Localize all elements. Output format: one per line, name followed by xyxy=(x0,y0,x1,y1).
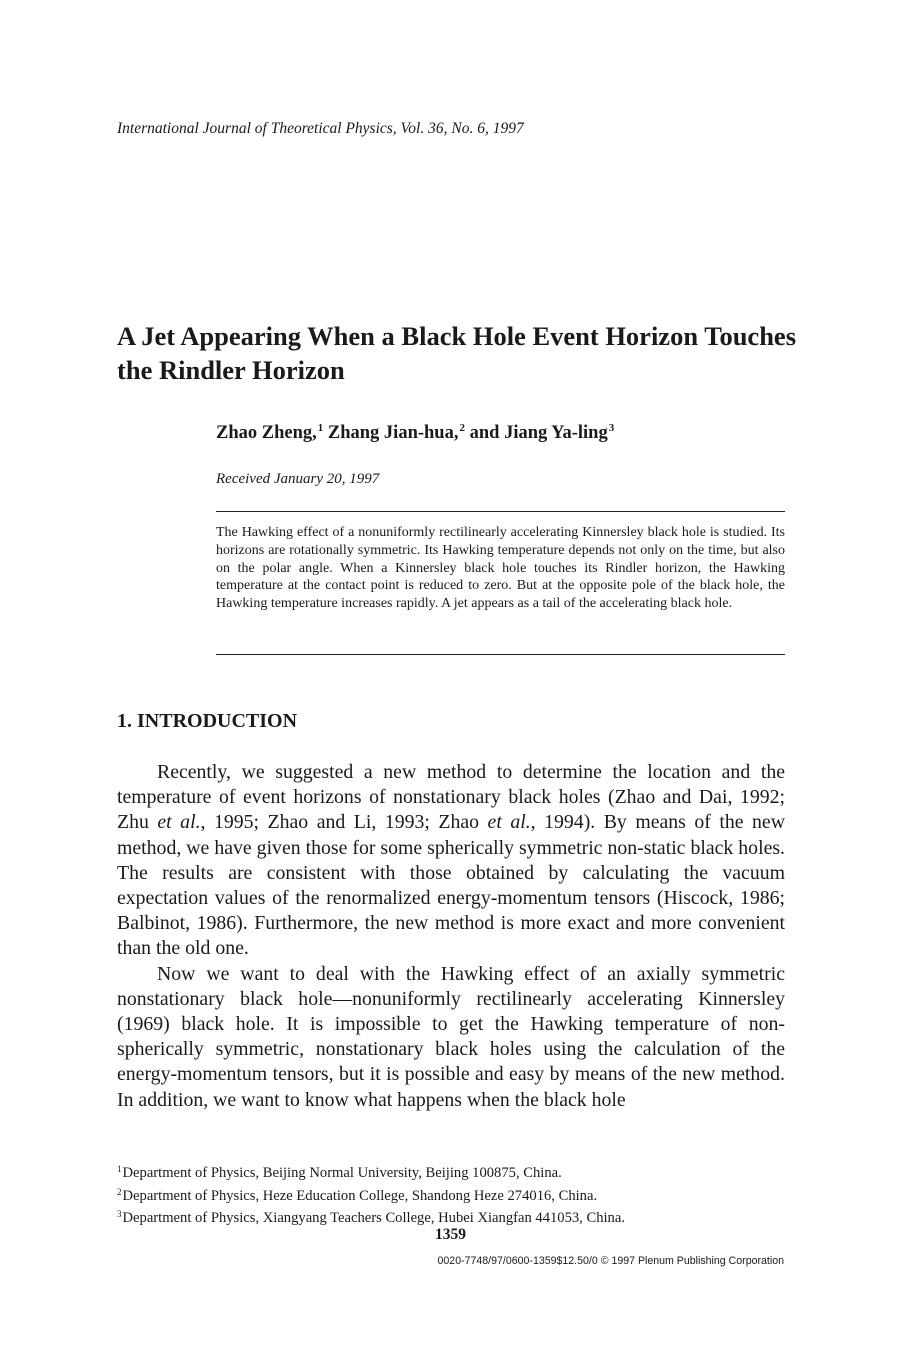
footnote-text: Department of Physics, Xiangyang Teachers College, Hubei Xiangfan 441053, China. xyxy=(122,1210,625,1227)
author-list xyxy=(216,422,614,444)
section-heading: 1. INTRODUCTION xyxy=(117,710,298,732)
body-text xyxy=(117,760,785,1113)
paragraph xyxy=(117,760,785,962)
article-title: A Jet Appearing When a Black Hole Event Horizon Touches the Rindler Horizon xyxy=(117,321,797,385)
author-name: Zhao Zheng, xyxy=(216,423,317,443)
author-conjunction: and xyxy=(469,423,500,443)
paragraph-text: Recently, we suggested a new method to determine the location and the temperature of event horizons of nonstationary black holes (Zhao and Dai, 1992; Zhu xyxy=(117,761,785,834)
received-date: Received January 20, 1997 xyxy=(216,471,380,487)
author-affiliation-mark: 1 xyxy=(317,422,324,434)
citation-etal: et al. xyxy=(157,811,201,834)
paragraph-text: , 1994). By means of the new method, we have given those for some spherically symmetric non-static black holes. The results are consistent with those obtained by calculating the vacuum expectation values of the renormalized energy-momentum tensors (Hiscock, 1986; Balbinot, 1986). Furthermore, the new method is more exact and more convenient than the old one. xyxy=(117,811,786,960)
author-name: Jiang Ya-ling xyxy=(504,423,608,443)
footnote-mark: 1 xyxy=(117,1164,122,1174)
footnote-text: Department of Physics, Heze Education College, Shandong Heze 274016, China. xyxy=(122,1187,598,1204)
footnote xyxy=(117,1183,785,1206)
footnote xyxy=(117,1205,785,1228)
citation-etal: et al. xyxy=(487,811,531,834)
author-name: Zhang Jian-hua, xyxy=(327,423,459,443)
author-affiliation-mark: 3 xyxy=(608,422,615,434)
copyright-line: 0020-7748/97/0600-1359$12.50/0 © 1997 Plenum Publishing Corporation xyxy=(437,1255,784,1267)
journal-header: International Journal of Theoretical Physics, Vol. 36, No. 6, 1997 xyxy=(117,120,524,137)
abstract-bottom-rule xyxy=(216,654,785,655)
paragraph-text: , 1995; Zhao and Li, 1993; Zhao xyxy=(200,811,488,834)
paragraph: Now we want to deal with the Hawking effect of an axially symmetric nonstationary black hole—nonuniformly rectilinearly accelerating Kinnersley (1969) black hole. It is impossible to get the Hawking temperature of non-spherically symmetric, nonstationary black holes using the calculation of the energy-momentum tensors, but it is possible and easy by means of the new method. In addition, we want to know what happens when the black hole xyxy=(117,962,785,1111)
page-number: 1359 xyxy=(435,1226,466,1243)
footnote-mark: 3 xyxy=(117,1209,122,1220)
author-affiliation-mark: 2 xyxy=(459,422,465,434)
abstract-top-rule xyxy=(216,511,785,512)
footnote-mark: 2 xyxy=(117,1186,122,1197)
footnote xyxy=(117,1160,785,1183)
footnote-text: Department of Physics, Beijing Normal University, Beijing 100875, China. xyxy=(122,1165,562,1181)
abstract: The Hawking effect of a nonuniformly rectilinearly accelerating Kinnersley black hole is studied. Its horizons are rotationally symmetric. Its Hawking temperature depends not only on the time, but also on the polar angle. When a Kinnersley black hole touches its Rindler horizon, the Hawking temperature at the contact point is reduced to zero. But at the opposite pole of the black hole, the Hawking temperature increases rapidly. A jet appears as a tail of the accelerating black hole. xyxy=(216,525,785,612)
footnotes xyxy=(117,1160,785,1228)
